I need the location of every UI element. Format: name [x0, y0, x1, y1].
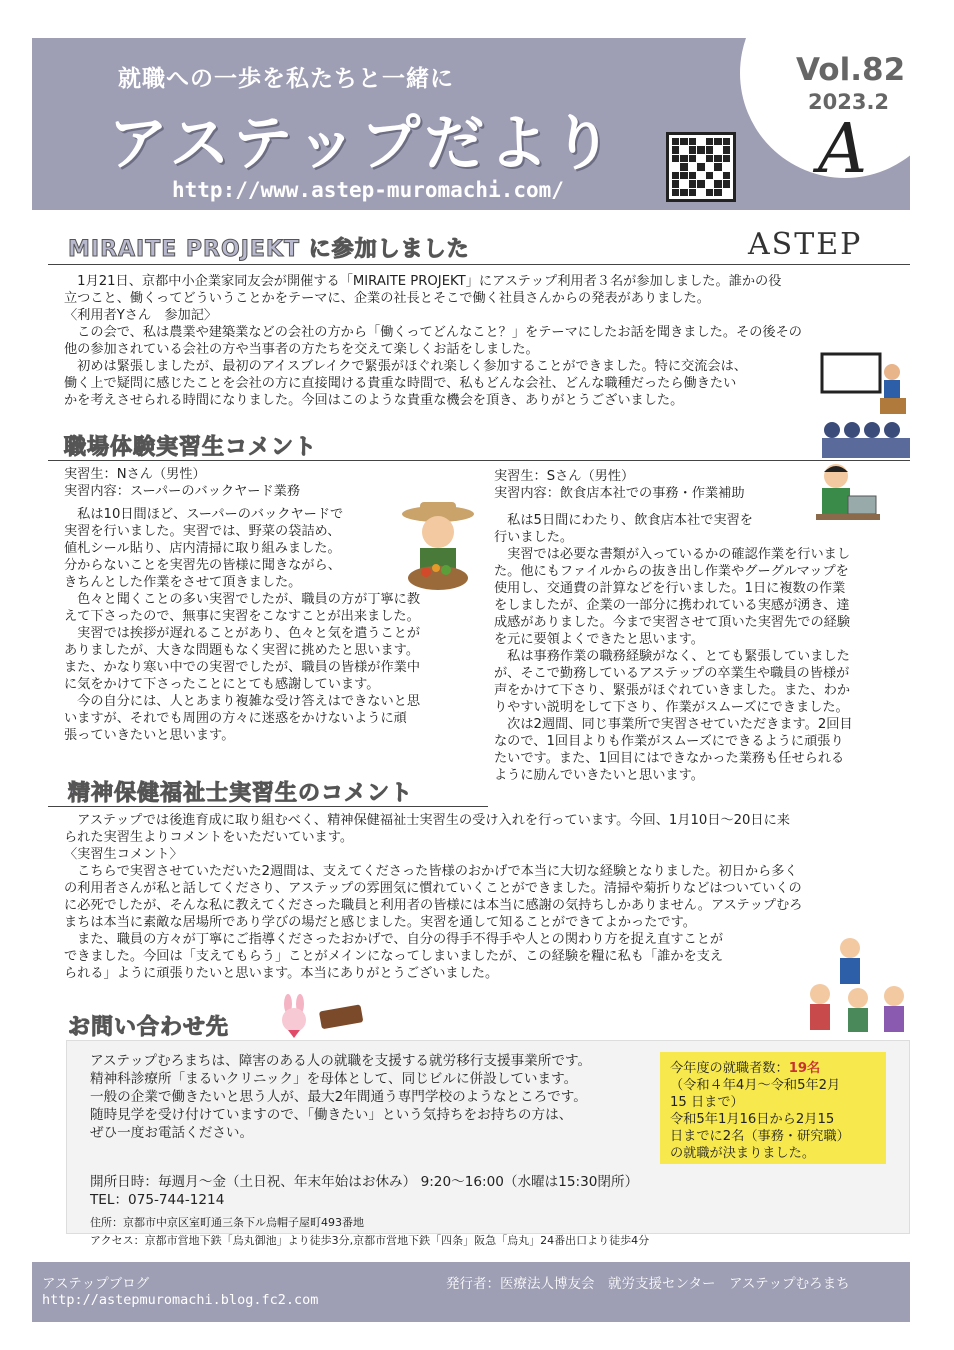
text-line: 精神科診療所「まるいクリニック」を母体として、同じビルに併設しています。	[90, 1071, 578, 1087]
section-title-psw-intern: 精神保健福祉士実習生のコメント	[68, 781, 414, 806]
text-line: 働く上で疑問に感じたことを会社の方に直接聞ける貴重な時間で、私もどんな会社、どんな職種だったら働きたい	[64, 376, 737, 391]
opening-hours: 開所日時：毎週月〜金（土日祝、年末年始はお休み） 9:20〜16:00（水曜は15:30閉所）	[90, 1174, 639, 1190]
newsletter-title: アステップだより	[108, 109, 617, 179]
text-line: 初めは緊張しましたが、最初のアイスブレイクで緊張がほぐれ楽しく参加することができました。特に交流会は、	[64, 359, 747, 374]
text-line: アステップでは後進育成に取り組むべく、精神保健福祉士実習生の受け入れを行っています。今回、1月10日〜20日に来	[64, 813, 790, 828]
text-line: 〈実習生コメント〉	[64, 847, 183, 862]
text-line: が、そこで勤務しているアステップの卒業生や職員の皆様が	[494, 666, 850, 681]
service-description	[90, 1052, 650, 1142]
publisher: 発行者：医療法人博友会 就労支援センター アステップむろまち	[446, 1276, 850, 1292]
text-line: こちらで実習させていただいた2週間は、支えてくださった皆様のおかげで本当に大切な経験となりました。初日から多く	[64, 864, 798, 879]
section-title-miraite: MIRAITE PROJEKT に参加しました	[68, 237, 470, 262]
text-line: 分からないことを実習先の皆様に聞きながら、	[64, 558, 341, 573]
intern-s-comment	[494, 512, 910, 784]
qr-code-icon	[666, 132, 736, 202]
text-line: 1月21日、京都中小企業家同友会が開催する「MIRAITE PROJEKT」にアステップ利用者３名が参加しました。誰かの役	[64, 274, 782, 289]
astep-logo: ASTEP	[748, 227, 863, 262]
text-line: 張っていきたいと思います。	[64, 728, 235, 743]
text-line: 私は10日間ほど、スーパーのバックヤードで	[64, 507, 344, 522]
text-line: かを考えさせられる時間になりました。今回はこのような貴重な機会を頂き、ありがとうございました。	[64, 393, 684, 408]
text-line: 立つこと、働くってどういうことかをテーマに、企業の社長とそこで働く社員さんからの発表がありました。	[64, 291, 710, 306]
text-line: なので、1回目よりも作業がスムーズにできるように頑張り	[494, 734, 844, 749]
text-line: に気をかけて下さったことにとても感謝しています。	[64, 677, 380, 692]
text-line: 声をかけて下さり、緊張がほぐれていきました。また、わか	[494, 683, 851, 698]
tagline: 就職への一歩を私たちと一緒に	[118, 66, 454, 92]
office-worker-illustration-icon	[808, 460, 882, 530]
text-line: 値札シール貼り、店内清掃に取り組みました。	[64, 541, 341, 556]
text-line: 実習内容：飲食店本社での事務・作業補助	[494, 486, 745, 501]
blog-label: アステップブログ	[42, 1276, 150, 1292]
text-line: 〈利用者Yさん 参加記〉	[64, 308, 218, 323]
text-line: られる」ように頑張りたいと思います。本当にありがとうございました。	[64, 966, 499, 981]
text-line: 実習内容：スーパーのバックヤード業務	[64, 484, 301, 499]
text-line: （令和４年4月〜令和5年2月	[670, 1078, 841, 1093]
text-line: まちは本当に素敵な居場所であり学びの場だと感じました。実習を通して知ることができてよかったです。	[64, 915, 696, 930]
text-line: 実習では必要な書類が入っているかの確認作業を行いまし	[494, 547, 851, 562]
text-line: られた実習生よりコメントをいただいています。	[64, 830, 354, 845]
employment-count: 今年度の就職者数：19名	[670, 1061, 821, 1076]
volume-number: Vol.82	[796, 52, 906, 88]
farmer-illustration-icon	[396, 498, 480, 592]
presentation-illustration-icon	[818, 352, 914, 462]
text-line: 実習生：Nさん（男性）	[64, 467, 206, 482]
text-line: 色々と聞くことの多い実習でしたが、職員の方が丁寧に教	[64, 592, 421, 607]
text-line: 随時見学を受け付けていますので、「働きたい」という気持ちをお持ちの方は、	[90, 1107, 573, 1123]
phone-number[interactable]: TEL：075-744-1214	[90, 1192, 225, 1208]
text-line: 日までに2名（事務・研究職）	[670, 1129, 850, 1144]
text-line: た。他にもファイルからの抜き出し作業やグーグルマップを	[494, 564, 849, 579]
footer-bar	[32, 1262, 910, 1322]
access-info: アクセス：京都市営地下鉄「烏丸御池」より徒歩3分,京都市営地下鉄「四条」阪急「烏丸」24番出口より徒歩4分	[90, 1234, 650, 1247]
divider	[48, 264, 910, 265]
text-line: の利用者さんが私と話してくださり、アステップの雰囲気に慣れていくことができました。清掃や菊折りなどはついていくの	[64, 881, 802, 896]
text-line: 私は5日間にわたり、飲食店本社で実習を	[494, 513, 753, 528]
group-meeting-illustration-icon	[806, 936, 910, 1034]
text-line: えて下さったので、無事に実習をこなすことが出来ました。	[64, 609, 420, 624]
text-line: に必死でしたが、そんな私に教えてくださった職員と利用者の皆様には本当に感謝の気持ちしかありません。アステップむろ	[64, 898, 803, 913]
text-line: いますが、それでも周囲の方々に迷惑をかけないように頑	[64, 711, 407, 726]
divider	[48, 806, 488, 807]
miraite-article	[64, 273, 904, 409]
employment-details	[670, 1077, 882, 1162]
website-url[interactable]: http://www.astep-muromachi.com/	[172, 178, 564, 202]
text-line: アステップむろまちは、障害のある人の就職を支援する就労移行支援事業所です。	[90, 1053, 592, 1069]
logo-letter: A	[818, 110, 868, 189]
divider	[48, 460, 910, 461]
intern-s-header	[494, 468, 834, 502]
text-line: できました。今回は「支えてもらう」ことがメインになってしまいましたが、この経験を糧に私も「誰かを支え	[64, 949, 724, 964]
text-line: また、かなり寒い中での実習でしたが、職員の皆様が作業中	[64, 660, 421, 675]
text-line: ぜひ一度お電話ください。	[90, 1125, 254, 1141]
text-line: 実習生：Sさん（男性）	[494, 469, 635, 484]
text-line: 実習を行いました。実習では、野菜の袋詰め、	[64, 524, 341, 539]
text-line: 使用し、交通費の計算などを行いました。1日に複数の作業	[494, 581, 846, 596]
text-line: ように励んでいきたいと思います。	[494, 768, 704, 783]
issue-date: 2023.2	[808, 90, 890, 114]
section-title-workplace-experience: 職場体験実習生コメント	[64, 435, 318, 460]
text-line: 一般の企業で働きたいと思う人が、最大2年間通う専門学校のようなところです。	[90, 1089, 587, 1105]
text-line: 成感がありました。今まで実習させて頂いた実習先での経験	[494, 615, 851, 630]
text-line: ありましたが、大きな問題もなく実習に挑めたと思います。	[64, 643, 420, 658]
text-line: をしましたが、企業の一部分に携われている実感が湧き、達	[494, 598, 850, 613]
text-line: たいです。また、1回目にはできなかった業務も任せられる	[494, 751, 845, 766]
text-line: 令和5年1月16日から2月15	[670, 1112, 835, 1127]
blog-url[interactable]: http://astepmuromachi.blog.fc2.com	[42, 1292, 319, 1308]
text-line: を元に要領よくできたと思います。	[494, 632, 704, 647]
address: 住所：京都市中京区室町通三条下ル烏帽子屋町493番地	[90, 1216, 364, 1229]
section-title-contact: お問い合わせ先	[68, 1015, 230, 1040]
text-line: 行いました。	[494, 530, 574, 545]
rabbit-and-chocolate-icon	[274, 994, 370, 1040]
text-line: この会で、私は農業や建築業などの会社の方から「働くってどんなこと？」をテーマにしたお話を聞きました。その後その	[64, 325, 802, 340]
text-line: 15 日まで）	[670, 1095, 744, 1110]
psw-intern-article	[64, 812, 904, 982]
text-line: きちんとした作業をさせて頂きました。	[64, 575, 302, 590]
text-line: 次は2週間、同じ事業所で実習させていただきます。2回目	[494, 717, 853, 732]
text-line: 他の参加されている会社の方や当事者の方たちを交えて楽しくお話をしました。	[64, 342, 539, 357]
text-line: りやすい説明をして下さり、作業がスムーズにできました。	[494, 700, 849, 715]
intern-n-header	[64, 466, 404, 500]
text-line: 私は事務作業の職務経験がなく、とても緊張していました	[494, 649, 850, 664]
text-line: また、職員の方々が丁寧にご指導くださったおかげで、自分の得手不得手や人との関わり方を捉え直すことが	[64, 932, 724, 947]
text-line: の就職が決まりました。	[670, 1146, 816, 1161]
text-line: 実習では挨拶が遅れることがあり、色々と気を遣うことが	[64, 626, 421, 641]
text-line: 今の自分には、人とあまり複雑な受け答えはできないと思	[64, 694, 421, 709]
